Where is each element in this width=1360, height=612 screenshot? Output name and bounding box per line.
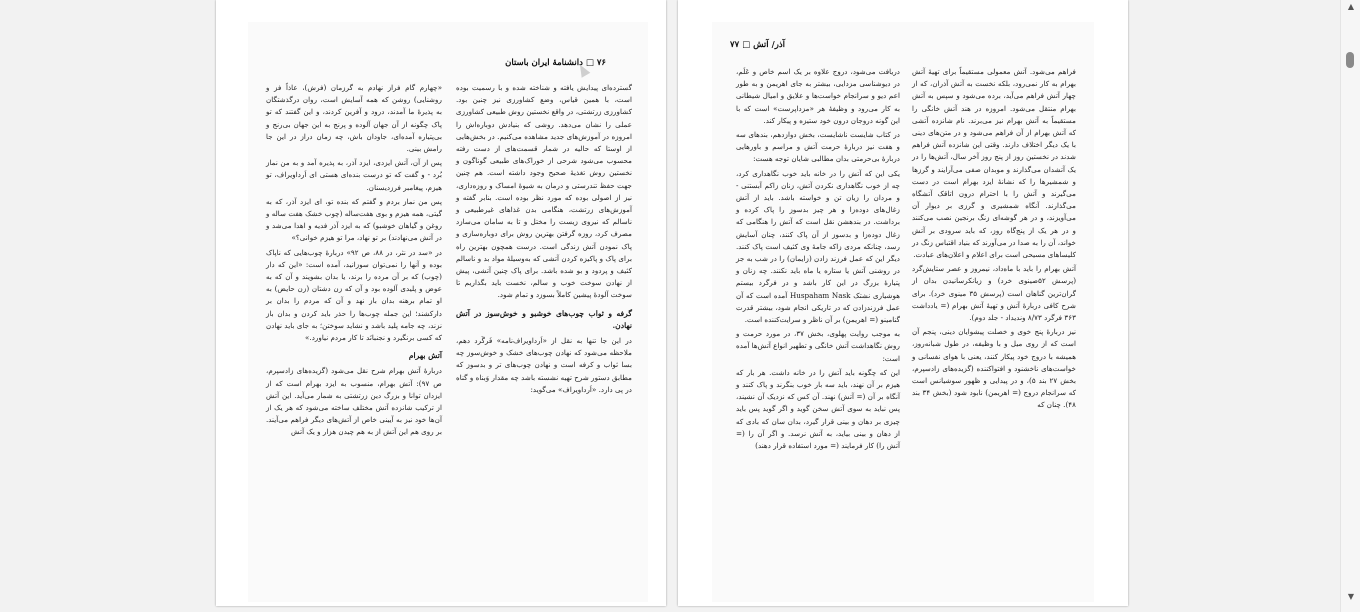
scroll-up-arrow-icon[interactable]: ▲: [1347, 2, 1355, 11]
vertical-scrollbar[interactable]: [1340, 0, 1360, 612]
scanned-sheet: [248, 22, 648, 602]
paragraph: فراهم می‌شود. آتش معمولی مستقیماً برای تهیهٔ آتش بهرام به کار نمی‌رود، بلکه نخست به آتش آذران، که از چهار آتش فراهم می‌آید، برده می‌شود و سپس به آتش بهرام منتقل می‌شود. امروزه در هند آتش خانگی را مستقیماً به آتش بهرام نیز می‌برند. نام شانزده آتشی که آتش بهرام از آن فراهم می‌شود و در متن‌های دینی با یک دیگر اختلاف دارند. وقتی این شانزده آتش فراهم شدند در نخستین روز از پنج روز آخر سال، آتش‌ها را در یک آتشدان می‌گذارند و موبدان صفی می‌آرایند و گرزها و شمشیرها را که نشانهٔ ایزد بهرام است در دست می‌گیرند و آتش را با احترام درون اتاقک آتشگاه می‌گذارند. آنگاه شمشیری و گرزی بر دیوار آن می‌آویزند، و در هر گوشه‌ای زنگ برنجین نصب می‌کنند و در هر یک از پنج‌گاه روز، که باید سرودی بر آتش خواند، آن را به صدا در می‌آورند که بنیاد اقتباس زنگ در کلیساهای مسیحی است برای اعلام و اعلان‌های عبادت.: [912, 67, 1076, 260]
paragraph: نیز دربارهٔ پنج خوی و خصلت پیشوایان دینی، پنجم آن است که از روی میل و با وظیفه، در طول شبانه‌روز، همیشه با دروج خود پیکار کنند، یعنی با هوای نفسانی و خواست‌های ناخشنود و افتواکننده (گزیده‌های زادسپرم، بخش ۲۷ بند ۵)، و در پیدایی و ظهور سوشیانس است که سرانجام دروج (= اهریمن) نابود شود (بخش ۳۴ بند ۴۸). چنان که: [912, 327, 1076, 410]
scroll-thumb[interactable]: [1346, 52, 1354, 68]
paragraph: «چهارم گام فراز نهادم به گرزمان (فرش)، عاذاً فز و روشنایی) روشن که همه آسایش است، روان درگذشتگان به پذیرهٔ ما آمدند، درود و آفرین کردند، و این گفتند که تو پاک چگونه از آن جهان آلوده و پرنج به این جهان بی‌رنج و بی‌پتیاره آمده‌ای، جاودان باش، چه زمان دراز در این جا رامش بینی.: [266, 83, 442, 154]
paragraph: در این جا تنها به نقل از «اَرداویراف‌نامه» فَرگَرد دهم، ملاحظه می‌شود که نهادن چوب‌های خشک و خوش‌سوز چه بسا ثواب و کرفه است و نهادن چوب‌های تر و بدسوز که مطابق دستور شرح تهیه نشسته باشد چه مقدار وَبناه و گناه در پی دارد. «اَرداویراف» می‌گوید:: [456, 336, 632, 394]
paragraph: این که چگونه باید آتش را در خانه داشت. هر بار که هیزم بر آن نهند، باید سه بار خوب بنگرند و پاک کنند و آنگاه بر آن (= آتش) نهند. آن کس که نزدیک آن نشیند، پس نباید به سوی آتش سخن گوید و اگر گوید پس باید چیزی بر دهان و بینی قرار گیرد، بدان سان که بادی که از دهان و بینی بیاید، به آتش نرسد. و اگر آن را (= آتش را) کار فرمایند (= مورد استفاده قرار دهند): [736, 367, 900, 451]
paragraph: دربارهٔ آتش بهرام شرح نقل می‌شود (گزیده‌های زادسپرم، ص ۹۷): آتش بهرام، منسوب به ایزد بهرام است که از ایزدان توانا و بزرگ دین زرتشتی به شمار می‌آید. این آتش از ترکیب شانزده آتش مختلف ساخته می‌شود که هر یک از آن‌ها خود نیز به آیینی خاص از آتش‌های دیگر فراهم می‌آیند. بر روی هم این آتش از به هم چیدن هزار و یک آتش: [266, 366, 442, 437]
scroll-down-arrow-icon[interactable]: ▼: [1347, 592, 1355, 601]
section-heading: آتش بهرام: [408, 351, 442, 361]
left-column: [736, 66, 900, 454]
paragraph: دریافت می‌شود، دروج علاوه بر یک اسم خاص و عَلَم، در دیوشناسی مزدایی، بیشتر به جای اهریمن و به طور اعم دیو و سرانجام خواست‌ها و علایق و امیال شیطانی به کار می‌رود و وظیفهٔ هر «مزداپرست» است که با این گونه دروجان درون خود ستیزه و پیکار کند.: [736, 67, 900, 125]
page-header: ۷۶ □ دانشنامهٔ ایران باستان: [505, 58, 606, 68]
page-77: [678, 0, 1128, 606]
paragraph: پس من نماز بردم و گفتم که بنده تو، ای ایزد آذر، که به گیتی، همه هیزم و بوی هفت‌ساله (چوب خشک هفت ساله و روغن و گیاهان خوشبو) که به ایزد آذر فدیه و اهدا می‌شد و در آتش می‌نهادند) بر تو نهاد، مرا تو هیزم خوانی؟»: [266, 196, 442, 243]
paragraph: در کتاب شایست ناشایست، بخش دوازدهم، بندهای سه و هفت نیز دربارهٔ حرمت آتش و مراسم و باورهایی دربارهٔ بی‌حرمتی بدان مطالبی شایان توجه هست:: [736, 130, 900, 164]
paragraph: در «سد در نثر، در ۸۸، ص ۹۲» دربارهٔ چوب‌هایی که ناپاک بوده و آنها را نمی‌توان سوزانید، آمده است: «این که دار (چوب) که بر آن مرده را برند، یا بدان بشویند و آن که به عوض و پلیدی آلوده بود و آن که زن دشتان (زن حایض) به او تمام برهنه بدان باز نهد و آن که مردم را بدان بر دارکشند؛ این جمله چوب‌ها را حذر باید کردن و بدان باز نزند، چه جامه پلید باشد و نشاید سوختن؛ به جای باید نهادن که کسی برنگیرد و نجنبانَد تا کار مردم نیاورد.»: [266, 247, 442, 343]
page-76: [216, 0, 666, 606]
paragraph: گسترده‌ای پیدایش یافته و شناخته شده و با رسمیت بوده است، با همین قیاس، وضع کشاورزی نیز چنین بود. کشاورزی زرتشتی، در واقع نخستین روش طبیعی کشاورزی عملی را نشان می‌دهد. روشی که بنیادش دوباره‌اش را امروزه در آموزش‌های جدید مشاهده می‌کنیم. در بخش‌هایی از اوستا که حالیه در شمار قسمت‌های از دست رفته محسوب می‌شود شرحی از خوراک‌های طبیعی گوناگون و نخستین روش تغذیهٔ صحیح وجود داشته است. هم چنین جهت حفظ تندرستی و درمان به شیوهٔ امساک و روزه‌داری، نیز از اصولی بوده که مورد نظر بوده است. بنابر گفته و آموزش‌های زرتشت، هنگامی بدن غذاهای غیرطبیعی و ناسالم که نیروی زیست را مختل و تا به سامان می‌سازد مصرف کرد، روزه گرفتن بهترین روش برای دوباره‌سازی و پاک نمودن آتش زندگی است. درست همچون بهترین راه برای پاک و پاکیزه کردن آتشی که به‌وسیلهٔ مواد بد و ناسالم کثیف و پردود و بو شده باشد. برای پاک چنین آتشی، پیش از نهادن سوخت خوب و سالم، نخست باید بگذاریم تا سوخت آلودهٔ پیشین کاملاً بسوزد و تمام شود.: [456, 83, 632, 300]
left-column: [266, 82, 442, 441]
scanned-sheet: [712, 22, 1094, 602]
paragraph: یکی این که آتش را در خانه باید خوب نگاهداری کرد، چه از خوب نگاهداری نکردن آتش، زنان زاکم آبستنی - و مردان را زیان تن و خواسته باشد. باید از آتش زغال‌های دوده‌زا و هر چیز بدسوز را پاک کرده و برداشت. در بندهشن نقل است که آتش را هنگامی که زغال دوده‌زا و بدسوز از آن پاک کنند، چنان آسایش رسد، چنانکه مردی زاکه جامهٔ وی کثیف است پاک کنند. دیگر این که عمل فرزند زادن (زایمان) را در شب به جز در روشنی آتش یا ستاره یا ماه باید نکنند. چه زنان و پتیارهٔ بزرگ در این کار باشد و در فرگرد بیستم هوشیاری نشتک Huspaham Nask آمده است که آن عمل فرزندزادن که در تاریکی انجام شود، بیشتر قدرت گنامینو (= اهریمن) بر آن ناظر و سرایت‌کننده است.: [736, 168, 900, 325]
right-column: [456, 82, 632, 398]
paragraph: پس از آن، آتش ایزدی، ایزد آذر، به پذیره آمد و به من نماز بُرد - و گفت که تو درست بنده‌ای هستی ای اَرداویراف، تو هیزم، پیغامبر فرزدیسنان.: [266, 158, 442, 192]
page-header: آذر/ آتش □ ۷۷: [730, 40, 785, 50]
paragraph: به موجب روایت پهلوی، بخش ۳۷، در مورد حرمت و روش نگاهداشت آتش خانگی و تطهیر انواع آتش‌ها آمده است:: [736, 329, 900, 363]
right-column: [912, 66, 1076, 414]
paragraph: آتش بهرام را باید با ماه‌داد، نیمروز و عصر ستایش‌گرد (پرسش ۵۲صینوی خرد) و زیانکرسانیدن بدان از گران‌ترین گناهان است (پرسش ۳۵ مینوی خرد). برای شرح کافی دربارهٔ آتش و تهیهٔ آتش بهرام (= یادداشت ۳۶۳ فرگرد ۸/۷۳ وندیداد - جلد دوم).: [912, 264, 1077, 323]
section-heading: گرفه و ثواب چوب‌های خوشبو و خوش‌سوز در آتش نهادن.: [456, 308, 632, 330]
